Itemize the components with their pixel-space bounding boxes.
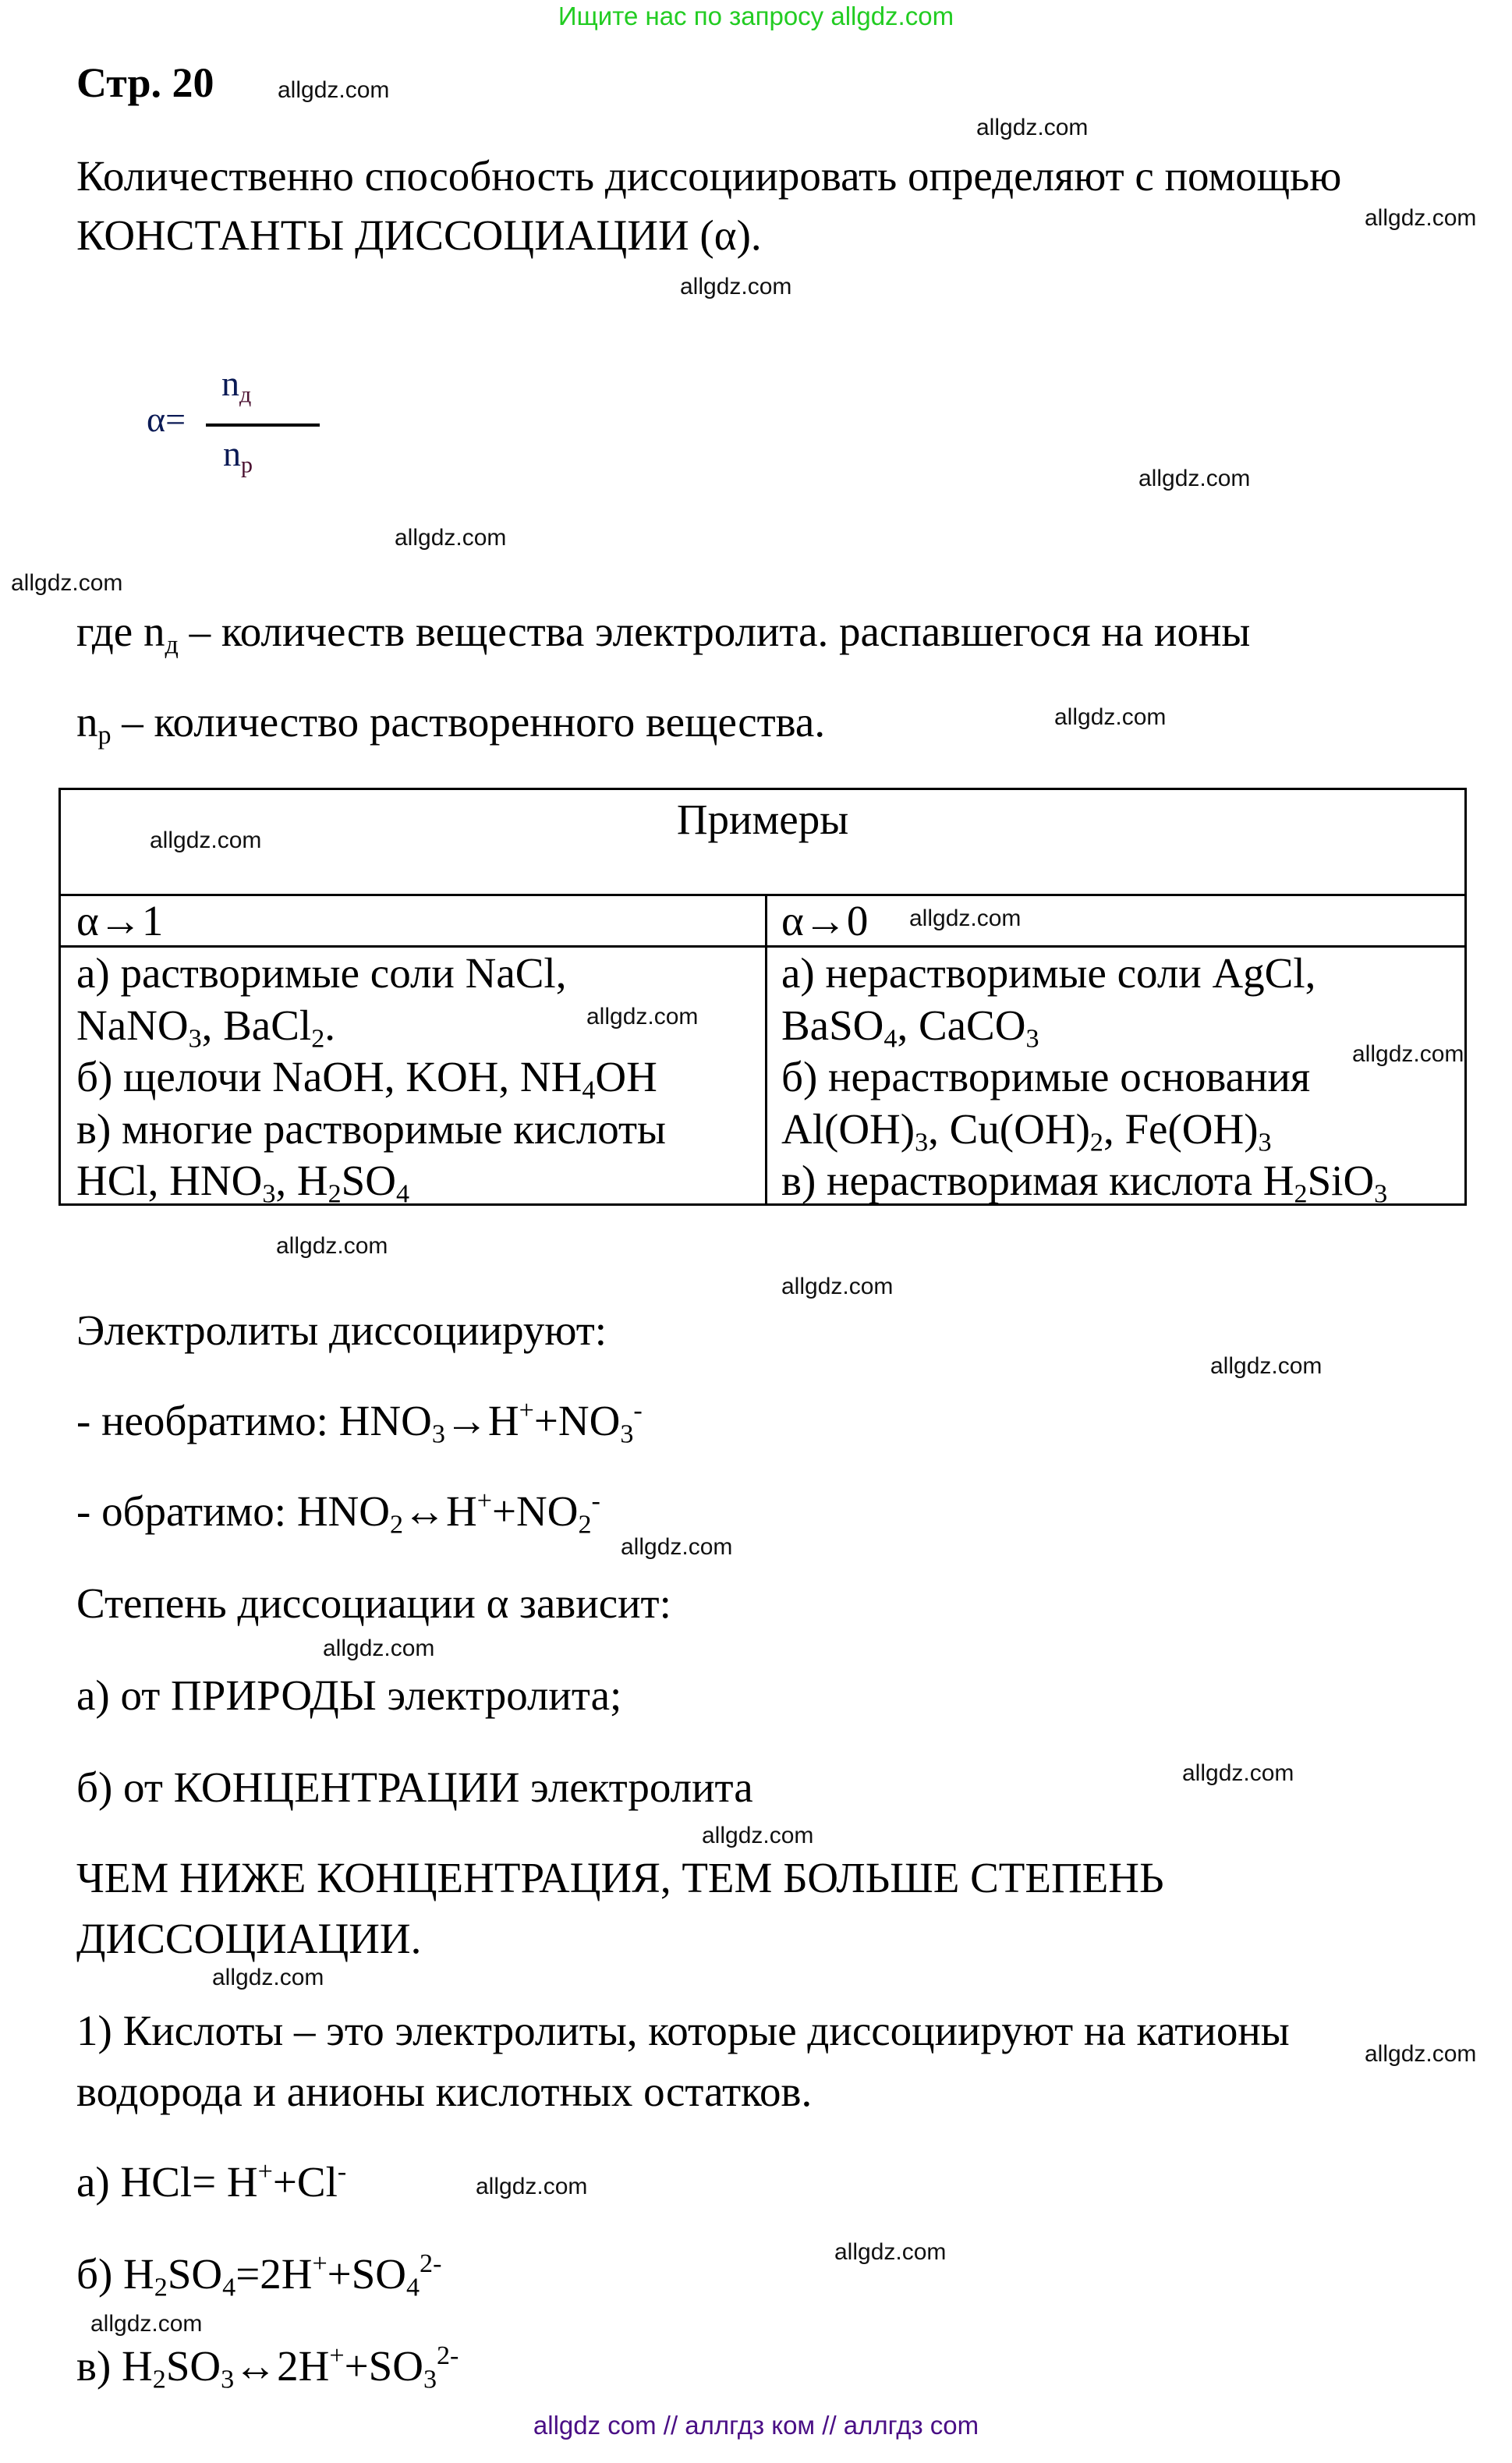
footer-banner[interactable]: allgdz com // аллгдз ком // аллгдз com bbox=[533, 2411, 979, 2440]
watermark: allgdz.com bbox=[1138, 466, 1251, 491]
watermark: allgdz.com bbox=[1210, 1353, 1323, 1379]
col2-line: в) нерастворимая кислота $H_2SiO_3$ bbox=[781, 1157, 1388, 1209]
acid-definition-line-1: 1) Кислоты – это электролиты, которые диссоциируют на катионы bbox=[76, 2007, 1290, 2054]
col1-line: в) многие растворимые кислоты bbox=[76, 1104, 667, 1153]
col1-line: NaNO$_3$, BaCl$_2$. bbox=[76, 1001, 335, 1054]
watermark: allgdz.com bbox=[976, 115, 1089, 140]
col1-heading: α→1 bbox=[76, 897, 164, 944]
acid-example-c: в) $H_2SO_3\leftrightarrow 2H^++SO_3^{2-}$ bbox=[76, 2341, 459, 2394]
col1-content bbox=[76, 948, 666, 1207]
intro-line-2: КОНСТАНТЫ ДИССОЦИАЦИИ (α). bbox=[76, 211, 762, 259]
formula-denominator: $n_р$ bbox=[223, 434, 253, 478]
watermark: allgdz.com bbox=[150, 827, 262, 853]
watermark: allgdz.com bbox=[476, 2174, 588, 2199]
examples-table bbox=[58, 788, 1467, 1209]
degree-heading: Степень диссоциации α зависит: bbox=[76, 1579, 671, 1627]
table-header-row bbox=[61, 790, 1464, 896]
reversible-equation: - обратимо: $HNO_2\leftrightarrow H^++NO_2^-$ bbox=[76, 1486, 600, 1540]
watermark: allgdz.com bbox=[1365, 2041, 1477, 2067]
degree-factor-b: б) от КОНЦЕНТРАЦИИ электролита bbox=[76, 1763, 753, 1811]
irreversible-equation: - необратимо: $HNO_3\to H^++NO_3^-$ bbox=[76, 1395, 643, 1449]
watermark: allgdz.com bbox=[11, 570, 123, 596]
watermark: allgdz.com bbox=[276, 1233, 388, 1259]
watermark: allgdz.com bbox=[909, 905, 1022, 931]
formula-lhs: α= bbox=[147, 399, 186, 439]
col2-content bbox=[781, 948, 1387, 1207]
rule-line-2: ДИССОЦИАЦИИ. bbox=[76, 1915, 422, 1962]
col2-heading: α→0 bbox=[781, 897, 869, 944]
definition-nd: где $n_д$ – количеств вещества электролита. распавшегося на ионы bbox=[76, 608, 1251, 660]
table-header: Примеры bbox=[676, 796, 849, 843]
col2-line: $Al(OH)_3$, $Cu(OH)_2$, $Fe(OH)_3$ bbox=[781, 1104, 1272, 1157]
watermark: allgdz.com bbox=[395, 525, 507, 551]
watermark: allgdz.com bbox=[212, 1965, 324, 1990]
col1-line: б) щелочи NaOH, KOH, $NH_4OH$ bbox=[76, 1053, 657, 1105]
degree-factor-a: а) от ПРИРОДЫ электролита; bbox=[76, 1671, 622, 1719]
col1-line: HCl, $HNO_3$, $H_2SO_4$ bbox=[76, 1157, 410, 1209]
fraction-bar bbox=[206, 423, 320, 427]
watermark: allgdz.com bbox=[323, 1636, 435, 1661]
table-body bbox=[61, 948, 1464, 1209]
watermark: allgdz.com bbox=[1365, 205, 1477, 231]
watermark: allgdz.com bbox=[702, 1823, 814, 1848]
definition-np: $n_р$ – количество растворенного вещества. bbox=[76, 698, 826, 750]
watermark: allgdz.com bbox=[621, 1534, 733, 1560]
watermark: allgdz.com bbox=[781, 1274, 894, 1299]
watermark: allgdz.com bbox=[1182, 1760, 1294, 1786]
col2-line: а) нерастворимые соли AgCl, bbox=[781, 949, 1316, 997]
page-title: Стр. 20 bbox=[76, 59, 214, 106]
acid-example-b: б) $H_2SO_4=2H^++SO_4^{2-}$ bbox=[76, 2249, 442, 2302]
acid-example-a: а) HCl= H++Cl- bbox=[76, 2156, 347, 2206]
watermark: allgdz.com bbox=[1352, 1041, 1464, 1067]
rule-line-1: ЧЕМ НИЖЕ КОНЦЕНТРАЦИЯ, ТЕМ БОЛЬШЕ СТЕПЕНЬ bbox=[76, 1854, 1164, 1901]
intro-line-1: Количественно способность диссоциировать определяют с помощью bbox=[76, 152, 1342, 200]
alpha-row bbox=[61, 896, 1464, 948]
col1-line: а) растворимые соли NaCl, bbox=[76, 949, 567, 997]
watermark: allgdz.com bbox=[1054, 704, 1167, 730]
watermark: allgdz.com bbox=[680, 274, 792, 299]
dissociation-heading: Электролиты диссоциируют: bbox=[76, 1306, 607, 1354]
formula-numerator: $n_д$ bbox=[221, 363, 252, 408]
top-banner[interactable]: Ищите нас по запросу allgdz.com bbox=[558, 2, 954, 30]
alpha-formula bbox=[147, 355, 326, 480]
watermark: allgdz.com bbox=[834, 2239, 947, 2265]
col2-line: б) нерастворимые основания bbox=[781, 1053, 1311, 1100]
watermark: allgdz.com bbox=[278, 77, 390, 103]
col2-line: BaSO$_4$, CaCO$_3$ bbox=[781, 1001, 1039, 1054]
acid-definition-line-2: водорода и анионы кислотных остатков. bbox=[76, 2068, 813, 2115]
watermark: allgdz.com bbox=[90, 2311, 203, 2337]
watermark: allgdz.com bbox=[586, 1004, 699, 1029]
